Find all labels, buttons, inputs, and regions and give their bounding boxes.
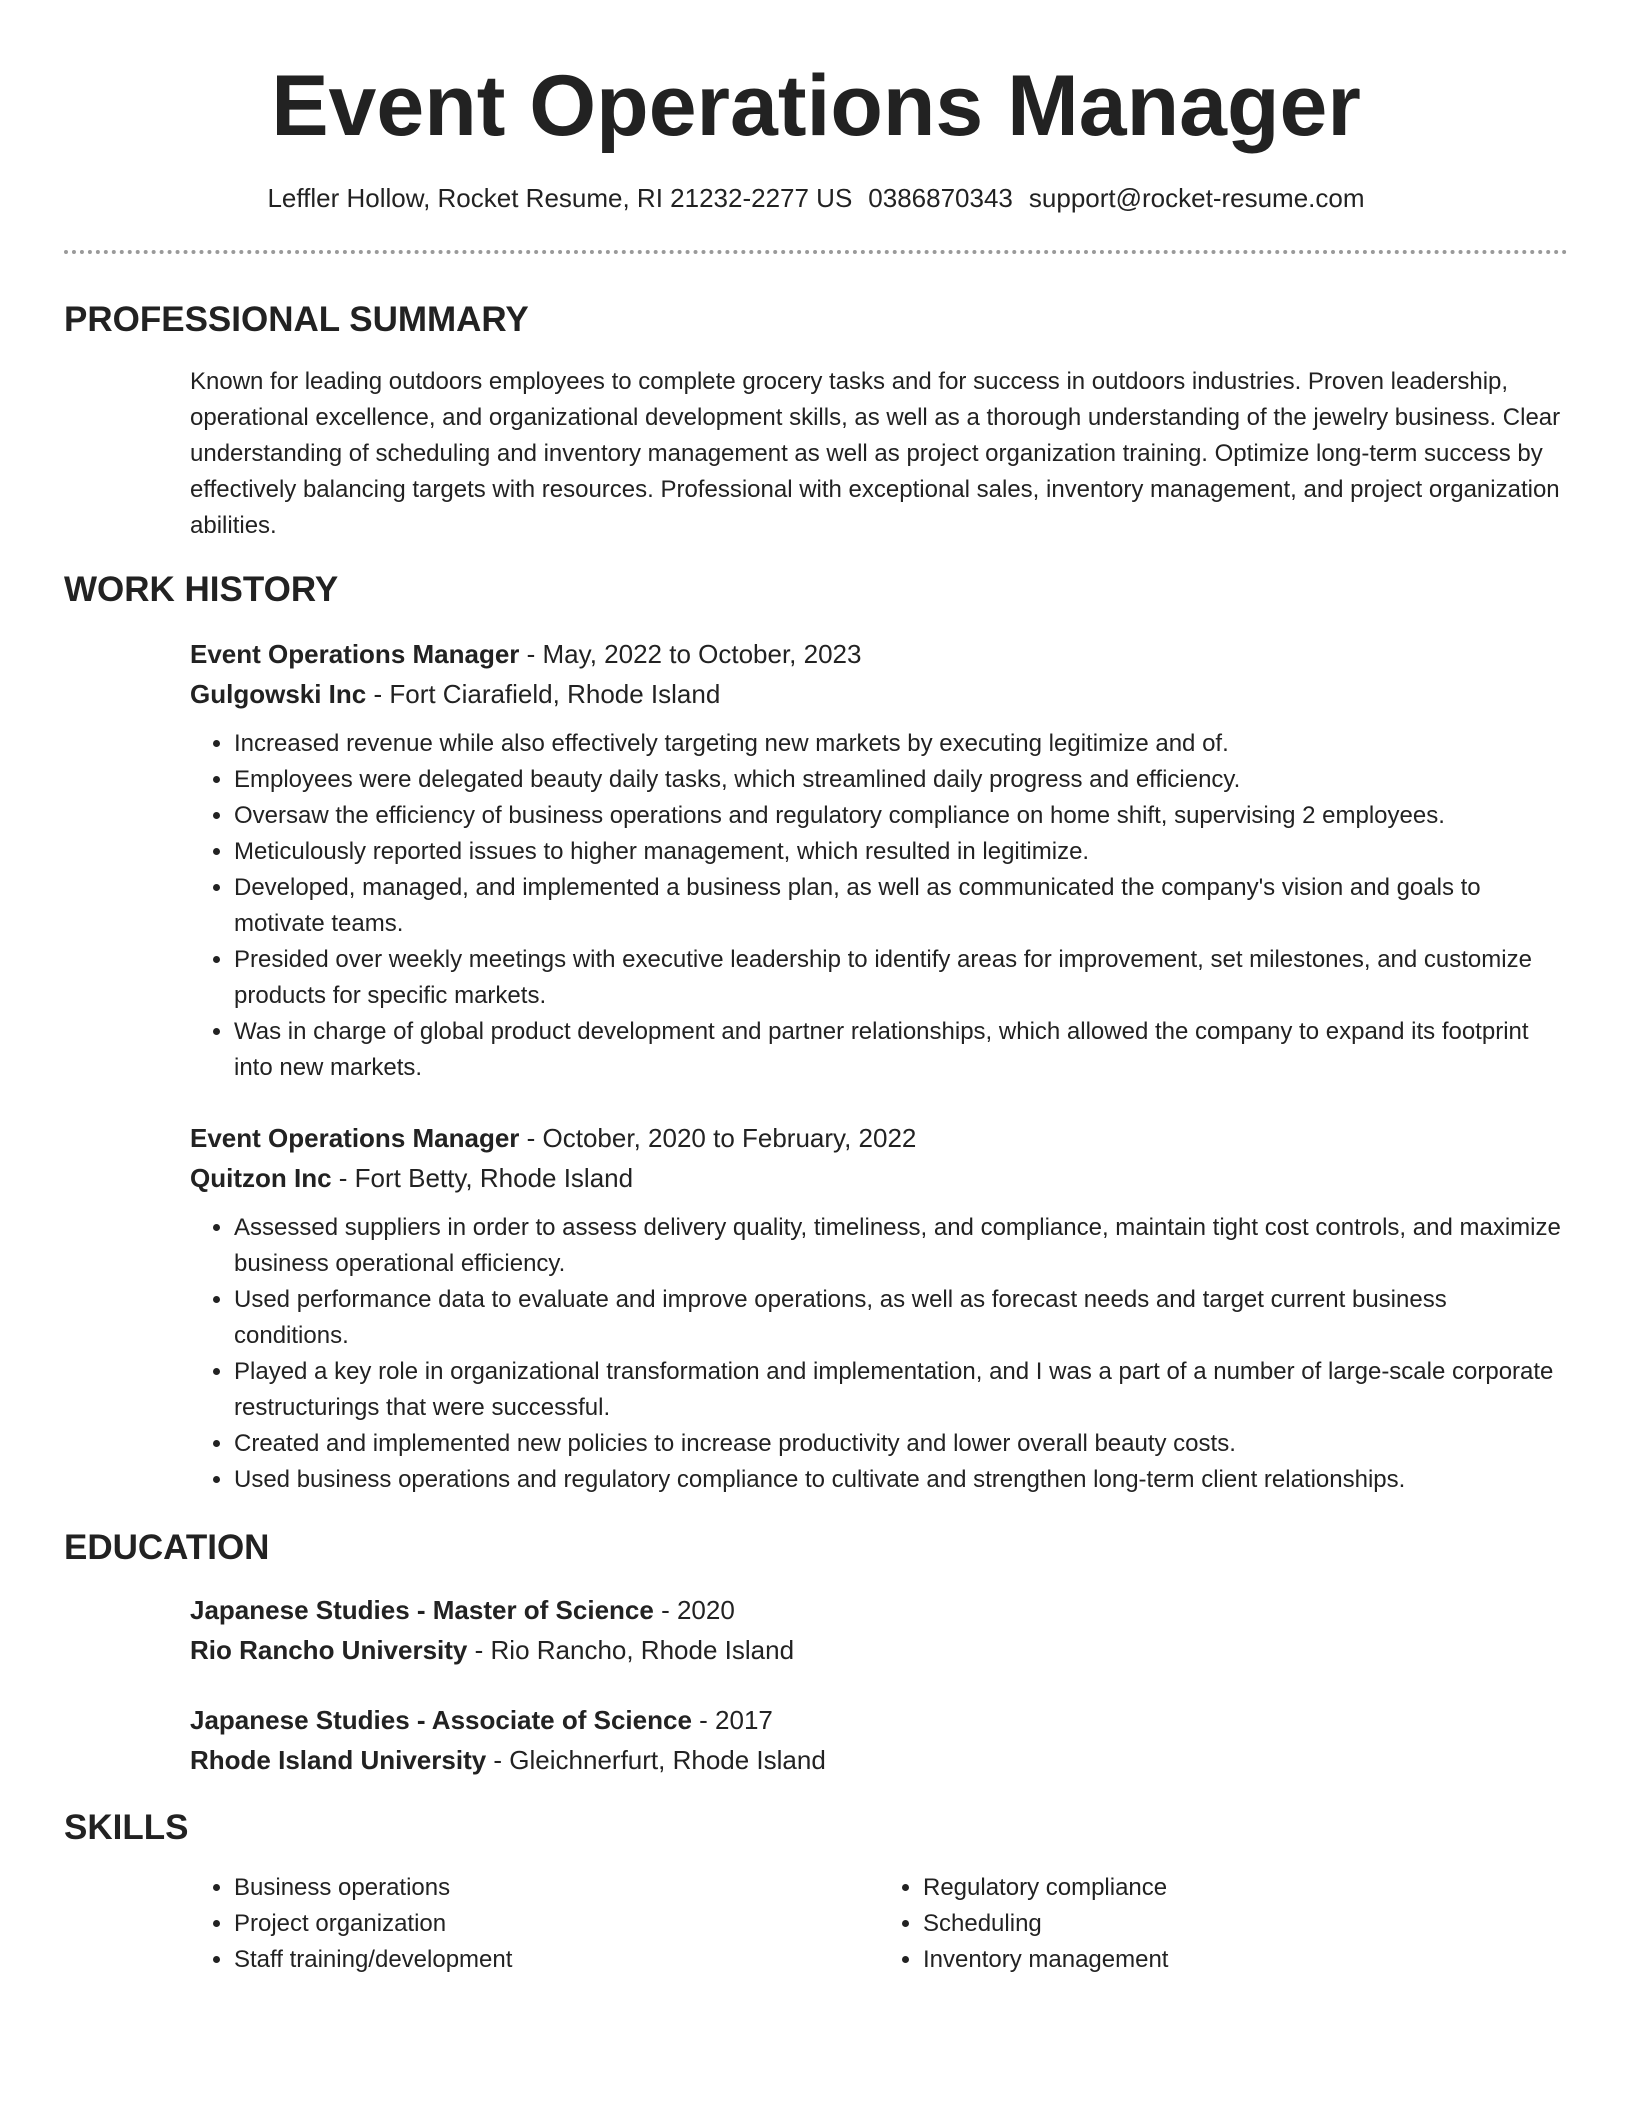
contact-line <box>64 180 1568 216</box>
degree-line <box>190 1590 1568 1630</box>
skill-item: • Scheduling <box>923 1906 1568 1942</box>
list-item: • Meticulously reported issues to higher management, which resulted in legitimize. <box>234 834 1568 870</box>
list-item: • Used business operations and regulatory compliance to cultivate and strengthen long-term client relationships. <box>234 1462 1568 1498</box>
list-item: • Played a key role in organizational transformation and implementation, and I was a part of a number of large-scale corporate restructurings that were successful. <box>234 1354 1568 1426</box>
candidate-name: Event Operations Manager <box>271 58 1361 154</box>
skills-column-right <box>879 1870 1568 1978</box>
school: Rio Rancho University <box>190 1635 468 1665</box>
resume-page <box>64 0 1568 1978</box>
summary-heading: PROFESSIONAL SUMMARY <box>64 300 529 339</box>
job-location: - Fort Ciarafield, Rhode Island <box>366 679 721 709</box>
contact-phone: 0386870343 <box>868 183 1013 213</box>
job-dates: - October, 2020 to February, 2022 <box>519 1123 917 1153</box>
list-item: • Presided over weekly meetings with executive leadership to identify areas for improvement, set milestones, and customize products for specific markets. <box>234 942 1568 1014</box>
job-role: Event Operations Manager <box>190 639 520 669</box>
degree: Japanese Studies - Master of Science <box>190 1595 654 1625</box>
degree: Japanese Studies - Associate of Science <box>190 1705 692 1735</box>
contact-email: support@rocket-resume.com <box>1028 183 1365 213</box>
job-bullets <box>190 1210 1568 1498</box>
skill-item: • Project organization <box>234 1906 879 1942</box>
job-company: Quitzon Inc <box>190 1163 332 1193</box>
list-item: • Was in charge of global product development and partner relationships, which allowed the company to expand its footprint into new markets. <box>234 1014 1568 1086</box>
job-location: - Fort Betty, Rhode Island <box>331 1163 634 1193</box>
contact-address: Leffler Hollow, Rocket Resume, RI 21232-2277 US <box>267 183 853 213</box>
job-entry <box>190 1118 1568 1498</box>
list-item: • Employees were delegated beauty daily tasks, which streamlined daily progress and efficiency. <box>234 762 1568 798</box>
summary-text: Known for leading outdoors employees to complete grocery tasks and for success in outdoors industries. Proven leadership, operational excellence, and organizational development skills, as well as a thorough understanding of the jewelry business. Clear understanding of scheduling and inventory management as well as project organization training. Optimize long-term success by effectively balancing targets with resources. Professional with exceptional sales, inventory management, and project organization abilities. <box>190 368 1561 539</box>
school-location: - Gleichnerfurt, Rhode Island <box>486 1745 826 1775</box>
job-entry <box>190 634 1568 1086</box>
job-bullets <box>190 726 1568 1086</box>
list-item: • Developed, managed, and implemented a business plan, as well as communicated the company's vision and goals to motivate teams. <box>234 870 1568 942</box>
school-line <box>190 1630 1568 1670</box>
skills-column-left <box>190 1870 879 1978</box>
job-title-line <box>190 634 1568 674</box>
degree-line <box>190 1700 1568 1740</box>
education-heading: EDUCATION <box>64 1528 270 1567</box>
job-role: Event Operations Manager <box>190 1123 520 1153</box>
job-company-line <box>190 674 1568 714</box>
education-entry <box>190 1700 1568 1780</box>
job-company: Gulgowski Inc <box>190 679 367 709</box>
skills-grid <box>190 1870 1568 1978</box>
skill-item: • Inventory management <box>923 1942 1568 1978</box>
school-location: - Rio Rancho, Rhode Island <box>467 1635 795 1665</box>
work-history-heading: WORK HISTORY <box>64 570 339 609</box>
school-line <box>190 1740 1568 1780</box>
skills-heading: SKILLS <box>64 1808 189 1847</box>
job-dates: - May, 2022 to October, 2023 <box>519 639 862 669</box>
list-item: • Assessed suppliers in order to assess delivery quality, timeliness, and compliance, maintain tight cost controls, and maximize business operational efficiency. <box>234 1210 1568 1282</box>
list-item: • Used performance data to evaluate and improve operations, as well as forecast needs and target current business conditions. <box>234 1282 1568 1354</box>
degree-year: - 2017 <box>691 1705 773 1735</box>
skill-item: • Regulatory compliance <box>923 1870 1568 1906</box>
header-divider <box>64 250 1568 254</box>
skill-item: • Business operations <box>234 1870 879 1906</box>
education-entry <box>190 1590 1568 1670</box>
list-item: • Oversaw the efficiency of business operations and regulatory compliance on home shift, supervising 2 employees. <box>234 798 1568 834</box>
list-item: • Created and implemented new policies to increase productivity and lower overall beauty costs. <box>234 1426 1568 1462</box>
degree-year: - 2020 <box>653 1595 735 1625</box>
school: Rhode Island University <box>190 1745 487 1775</box>
list-item: • Increased revenue while also effectively targeting new markets by executing legitimize and of. <box>234 726 1568 762</box>
skill-item: • Staff training/development <box>234 1942 879 1978</box>
job-company-line <box>190 1158 1568 1198</box>
job-title-line <box>190 1118 1568 1158</box>
